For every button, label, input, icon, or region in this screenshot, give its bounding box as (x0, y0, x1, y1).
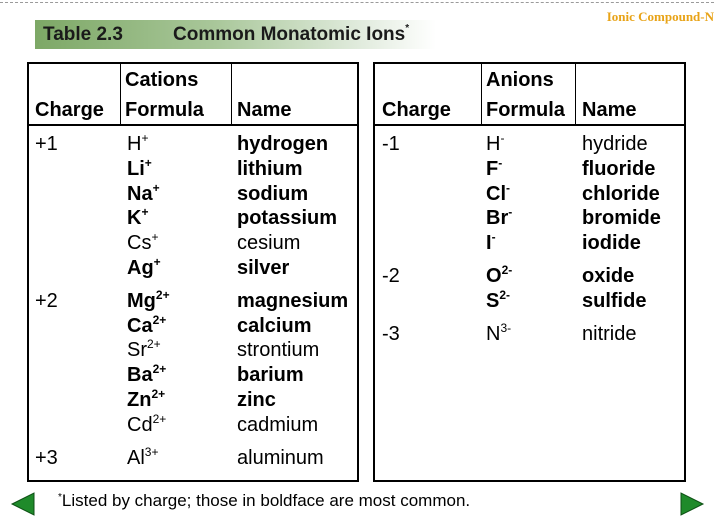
arrow-right-icon[interactable] (677, 492, 707, 516)
ion-name: fluoride (582, 157, 656, 180)
footnote-asterisk: * (58, 492, 62, 503)
table-title-text: Common Monatomic Ions (173, 24, 406, 45)
ion-formula (486, 182, 510, 206)
ion-name: calcium (237, 314, 312, 337)
anions-group-label: Anions (486, 69, 554, 91)
table-title-bar (35, 20, 436, 49)
element-symbol: Li (127, 157, 145, 180)
ion-name: bromide (582, 207, 661, 230)
ion-charge-superscript: + (151, 230, 159, 245)
element-symbol: F (486, 157, 499, 180)
cations-table (27, 62, 359, 482)
ion-charge-superscript: + (141, 205, 149, 220)
ion-name: sodium (237, 182, 309, 205)
title-asterisk: * (405, 23, 410, 34)
footnote-text: Listed by charge; those in boldface are most common. (61, 491, 471, 510)
element-symbol: Al (127, 446, 145, 469)
element-symbol: Zn (127, 389, 152, 411)
ion-charge-superscript: 2+ (152, 411, 167, 426)
ion-formula (127, 363, 166, 387)
element-symbol: Cs (127, 232, 152, 255)
ion-name: barium (237, 364, 304, 387)
ion-formula (127, 289, 170, 313)
ion-charge-superscript: + (152, 180, 160, 195)
ion-charge-superscript: 2+ (152, 362, 167, 377)
element-symbol: Mg (127, 289, 156, 312)
ion-formula (127, 206, 148, 230)
table-number: Table 2.3 (43, 24, 123, 45)
ion-charge-superscript: - (508, 205, 513, 220)
ion-name: oxide (582, 265, 635, 287)
anions-charge-header: Charge (382, 99, 451, 121)
anions-table (373, 62, 686, 482)
element-symbol: H (127, 133, 142, 155)
header-divider (375, 124, 684, 126)
anions-formula-header: Formula (486, 99, 565, 121)
element-symbol: Ca (127, 314, 153, 337)
ion-name: cesium (237, 232, 301, 255)
ion-charge-superscript: 2+ (151, 387, 166, 401)
ion-formula (486, 289, 510, 313)
element-symbol: Cl (486, 182, 506, 205)
ion-charge-superscript: - (506, 180, 510, 195)
ion-charge-superscript: 2+ (147, 337, 161, 352)
header-divider (29, 124, 357, 126)
ion-name: strontium (237, 339, 320, 362)
ion-formula (486, 231, 496, 255)
table-title (173, 24, 409, 46)
ion-charge-superscript: 2- (501, 263, 513, 277)
ion-name: silver (237, 257, 290, 279)
element-symbol: S (486, 289, 500, 312)
ion-charge-superscript: + (144, 155, 152, 170)
ion-formula (127, 182, 160, 206)
ion-name: cadmium (237, 413, 319, 436)
element-symbol: K (127, 207, 142, 230)
ion-name: hydride (582, 133, 648, 155)
ion-formula (127, 157, 152, 181)
ion-formula (127, 231, 158, 255)
element-symbol: Br (486, 207, 509, 230)
ion-formula (127, 132, 148, 156)
anions-charge-0: -1 (382, 133, 400, 155)
element-symbol: N (486, 322, 501, 345)
top-divider (0, 2, 714, 3)
ion-charge-superscript: + (153, 255, 161, 269)
element-symbol: Ag (127, 257, 154, 279)
cations-formula-header: Formula (125, 99, 204, 121)
column-divider (231, 64, 232, 124)
element-symbol: Na (127, 182, 153, 205)
cations-charge-2: +3 (35, 446, 58, 469)
ion-name: potassium (237, 207, 338, 230)
cations-charge-header: Charge (35, 99, 104, 121)
column-divider (481, 64, 482, 124)
ion-formula (127, 413, 166, 437)
ion-charge-superscript: 3- (500, 320, 512, 335)
element-symbol: Sr (127, 339, 147, 362)
ion-charge-superscript: 2+ (155, 287, 170, 302)
ion-formula (486, 132, 504, 156)
ion-charge-superscript: - (491, 230, 496, 245)
cations-charge-0: +1 (35, 133, 58, 155)
ion-formula (127, 388, 165, 412)
element-symbol: Cd (127, 413, 153, 436)
ion-formula (486, 322, 511, 346)
ion-name: iodide (582, 232, 641, 255)
ion-name: zinc (237, 389, 276, 411)
ion-charge-superscript: - (498, 155, 503, 170)
ion-formula (127, 314, 166, 338)
ion-charge-superscript: 2- (499, 287, 511, 302)
footnote (58, 491, 470, 511)
column-divider (120, 64, 121, 124)
ion-name: lithium (237, 157, 303, 180)
ion-formula (127, 338, 161, 362)
ion-name: nitride (582, 322, 637, 345)
ion-name: sulfide (582, 289, 647, 312)
ion-formula (486, 264, 512, 288)
element-symbol: H (486, 133, 501, 155)
arrow-left-icon[interactable] (8, 492, 38, 516)
ion-formula (486, 157, 502, 181)
ion-name: aluminum (237, 446, 324, 469)
ion-name: hydrogen (237, 133, 329, 155)
cations-group-label: Cations (125, 69, 199, 91)
ion-formula (127, 446, 158, 470)
column-divider (575, 64, 576, 124)
ion-formula (486, 206, 512, 230)
anions-name-header: Name (582, 99, 637, 121)
ion-charge-superscript: - (500, 131, 505, 145)
ion-formula (127, 256, 161, 280)
ion-charge-superscript: + (141, 131, 149, 145)
cations-name-header: Name (237, 99, 292, 121)
element-symbol: Ba (127, 364, 153, 387)
anions-charge-1: -2 (382, 265, 400, 287)
header-link[interactable]: Ionic Compound-N (606, 9, 714, 24)
anions-charge-2: -3 (382, 322, 400, 345)
ion-charge-superscript: 2+ (152, 312, 167, 327)
cations-charge-1: +2 (35, 289, 58, 312)
element-symbol: O (486, 265, 502, 287)
ion-name: chloride (582, 182, 660, 205)
element-symbol: I (486, 232, 492, 255)
ion-charge-superscript: 3+ (144, 444, 159, 459)
ion-name: magnesium (237, 289, 349, 312)
